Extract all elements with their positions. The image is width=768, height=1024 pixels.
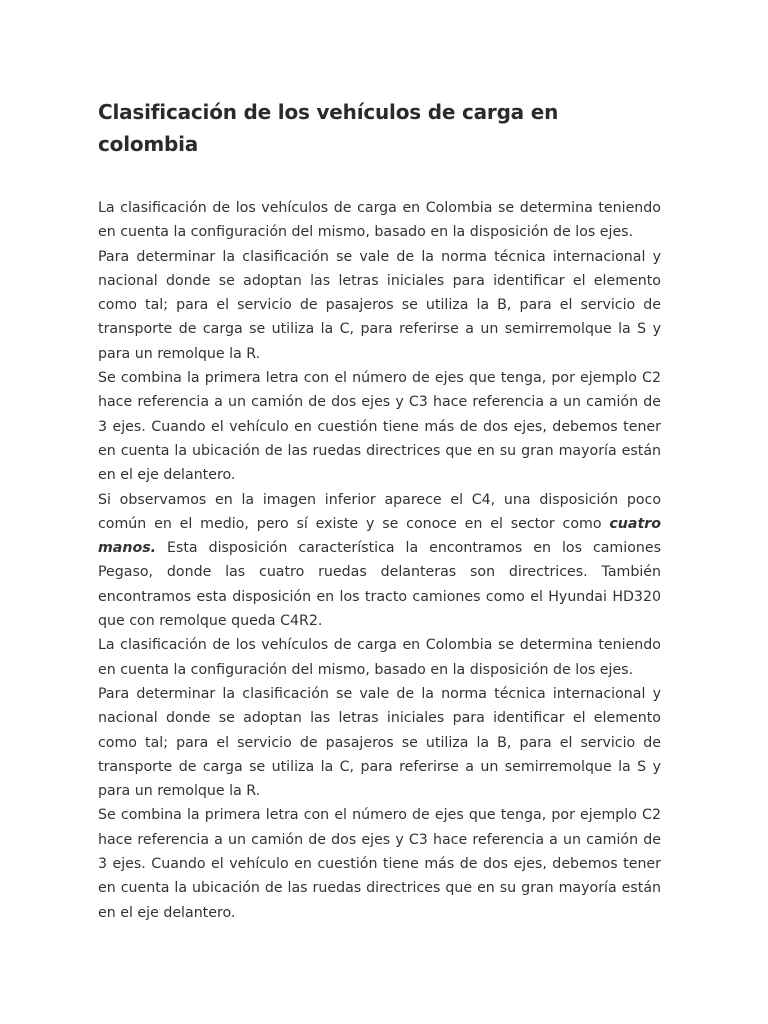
paragraph-4 xyxy=(98,488,661,634)
paragraph-5: La clasificación de los vehículos de carga en Colombia se determina teniendo en cuenta la configuración del mismo, basado en la disposición de los ejes. xyxy=(98,637,661,678)
paragraph-6: Para determinar la clasificación se vale de la norma técnica internacional y nacional donde se adoptan las letras iniciales para identificar el elemento como tal; para el servicio de pasajeros se utiliza la B, para el servicio de transporte de carga se utiliza la C, para referirse a un semirremolque la S y para un remolque la R. xyxy=(98,685,661,800)
paragraph-3: Se combina la primera letra con el número de ejes que tenga, por ejemplo C2 hace referencia a un camión de dos ejes y C3 hace referencia a un camión de 3 ejes. Cuando el vehículo en cuestión tiene más de dos ejes, debemos tener en cuenta la ubicación de las ruedas directrices que en su gran mayoría están en el eje delantero. xyxy=(98,370,661,484)
document-page xyxy=(98,96,661,925)
paragraph-2: Para determinar la clasificación se vale de la norma técnica internacional y nacional donde se adoptan las letras iniciales para identificar el elemento como tal; para el servicio de pasajeros se utiliza la B, para el servicio de transporte de carga se utiliza la C, para referirse a un semirremolque la S y para un remolque la R. xyxy=(98,248,661,362)
paragraph-4-text-before: Si observamos en la imagen inferior aparece el C4, una disposición poco común en el medio, pero sí existe y se conoce en el sector como xyxy=(98,491,661,532)
document-title: Clasificación de los vehículos de carga en colombia xyxy=(98,100,559,156)
paragraph-4-text-after: Esta disposición característica la encontramos en los camiones Pegaso, donde las cuatro ruedas delanteras son directrices. También encontramos esta disposición en los tracto camiones como el Hyundai HD320 que con remolque queda C4R2. xyxy=(98,540,661,630)
paragraph-4-emphasis: cuatro manos. xyxy=(98,515,661,557)
paragraph-7: Se combina la primera letra con el número de ejes que tenga, por ejemplo C2 hace referencia a un camión de dos ejes y C3 hace referencia a un camión de 3 ejes. Cuando el vehículo en cuestión tiene más de dos ejes, debemos tener en cuenta la ubicación de las ruedas directrices que en su gran mayoría están en el eje delantero. xyxy=(98,807,661,921)
paragraph-1: La clasificación de los vehículos de carga en Colombia se determina teniendo en cuenta la configuración del mismo, basado en la disposición de los ejes. xyxy=(98,200,661,241)
